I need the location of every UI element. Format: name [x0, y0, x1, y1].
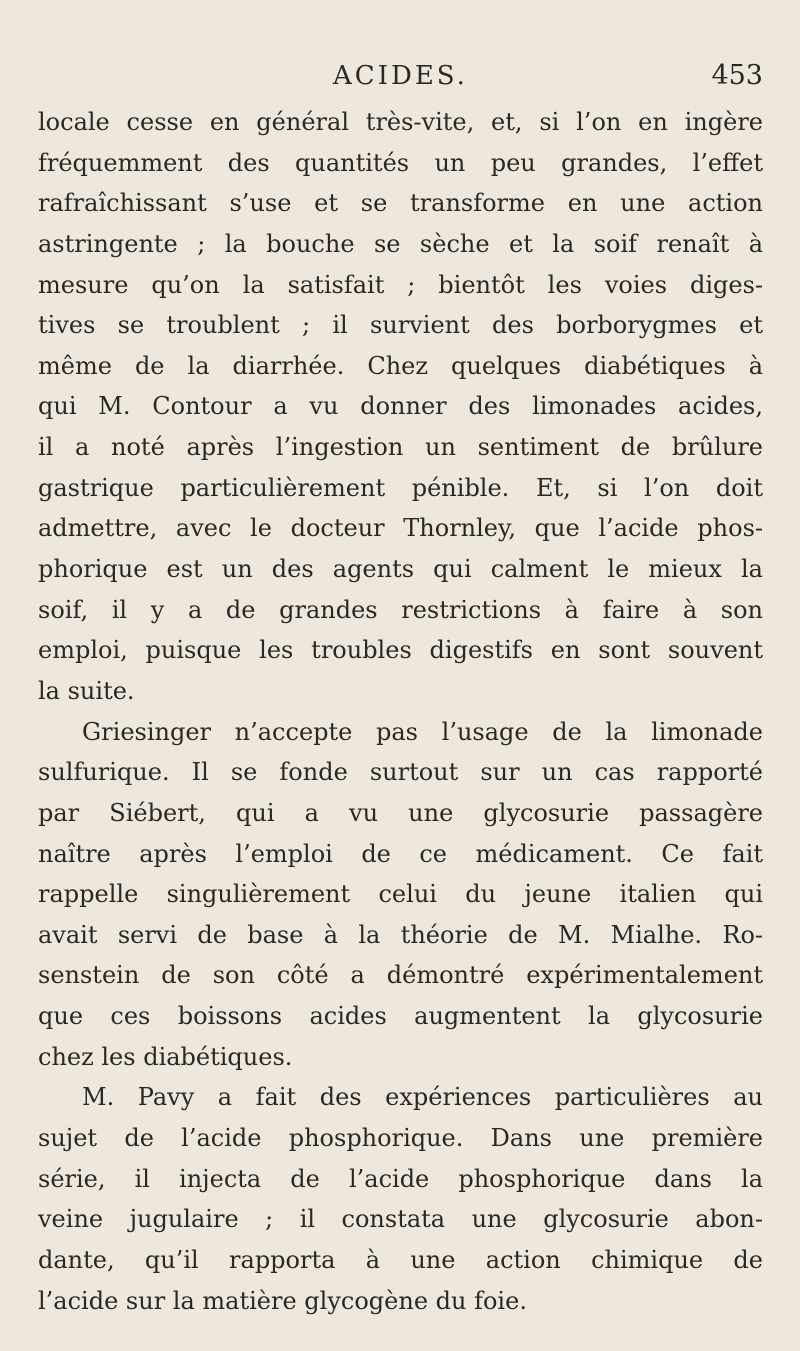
text-line: mesure qu’on la satisfait ; bientôt les voies diges-	[38, 270, 763, 299]
text-line: avait servi de base à la théorie de M. Mialhe. Ro-	[38, 920, 763, 949]
text-line: astringente ; la bouche se sèche et la soif renaît à	[38, 229, 763, 258]
text-line: série, il injecta de l’acide phosphorique dans la	[38, 1164, 763, 1193]
text-line: que ces boissons acides augmentent la glycosurie	[38, 1002, 763, 1031]
text-line: la suite.	[38, 676, 135, 705]
text-line: admettre, avec le docteur Thornley, que l’acide phos-	[38, 514, 763, 543]
text-line: naître après l’emploi de ce médicament. Ce fait	[38, 839, 763, 868]
text-line: rappelle singulièrement celui du jeune italien qui	[38, 880, 763, 909]
text-line: par Siébert, qui a vu une glycosurie passagère	[38, 798, 763, 827]
text-line: M. Pavy a fait des expériences particulières au	[82, 1083, 763, 1112]
text-line: fréquemment des quantités un peu grandes, l’effet	[38, 148, 763, 177]
text-line: soif, il y a de grandes restrictions à faire à son	[38, 595, 763, 624]
text-line: phorique est un des agents qui calment le mieux la	[38, 555, 763, 584]
text-line: il a noté après l’ingestion un sentiment de brûlure	[38, 433, 763, 462]
running-title: ACIDES.	[333, 61, 468, 91]
text-line: Griesinger n’accepte pas l’usage de la limonade	[82, 717, 763, 746]
text-line: chez les diabétiques.	[38, 1042, 293, 1071]
text-line: tives se troublent ; il survient des borborygmes et	[38, 311, 763, 340]
body-text	[38, 102, 763, 1321]
text-line: locale cesse en général très-vite, et, si l’on en ingère	[38, 108, 763, 136]
text-line: rafraîchissant s’use et se transforme en une action	[38, 189, 763, 218]
text-line: senstein de son côté a démontré expérimentalement	[38, 961, 763, 990]
text-line: sujet de l’acide phosphorique. Dans une première	[38, 1124, 763, 1153]
page-number: 453	[711, 60, 763, 91]
text-line: qui M. Contour a vu donner des limonades acides,	[38, 392, 763, 421]
text-line: même de la diarrhée. Chez quelques diabétiques à	[38, 351, 763, 380]
running-head	[38, 56, 763, 96]
text-line: veine jugulaire ; il constata une glycosurie abon-	[38, 1205, 763, 1234]
text-line: dante, qu’il rapporta à une action chimique de	[38, 1245, 763, 1274]
text-line: gastrique particulièrement pénible. Et, si l’on doit	[38, 473, 763, 502]
text-line: emploi, puisque les troubles digestifs en sont souvent	[38, 636, 763, 665]
text-line: sulfurique. Il se fonde surtout sur un cas rapporté	[38, 758, 763, 787]
text-line: l’acide sur la matière glycogène du foie.	[38, 1286, 527, 1315]
